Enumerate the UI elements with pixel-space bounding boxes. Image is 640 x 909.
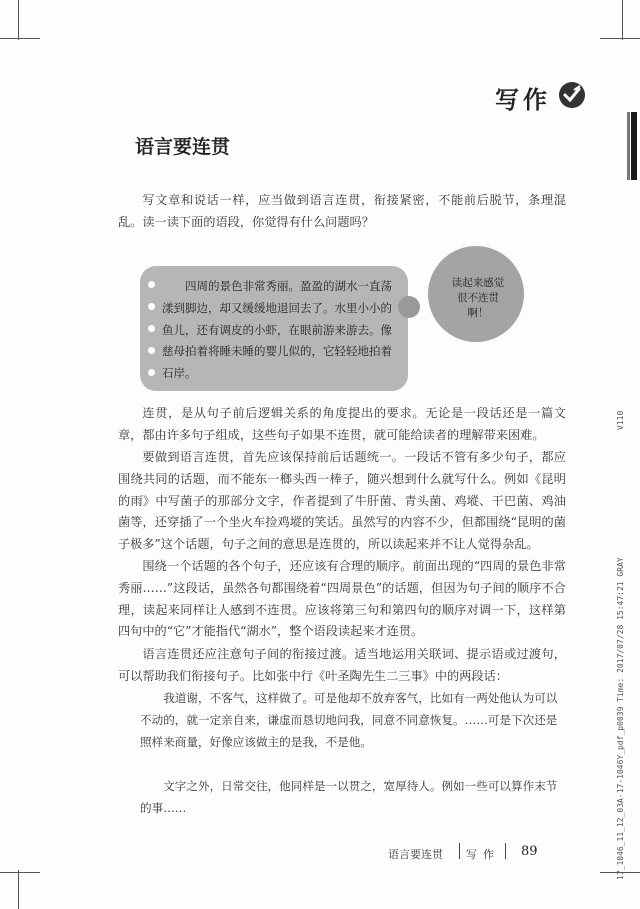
color-bar (631, 112, 637, 180)
print-code-bottom: 17_1046_11_12_03A-17-1046Y_pdf_p0039 Time: 2017/07/28 15:47:21 GRAY (616, 557, 625, 880)
crop-mark (600, 38, 640, 39)
thought-bubble-dot (398, 296, 420, 318)
crop-mark (18, 0, 19, 40)
quote-2: 文字之外，日常交往，他同样是一以贯之，宽厚待人。例如一些可以算作末节的事…… (140, 779, 558, 815)
footer-chapter: 语言要连贯 (388, 848, 443, 861)
paragraph-3: 围绕一个话题的各个句子，还应该有合理的顺序。前面出现的“四周的景色非常秀丽……”这段话，虽然各句都围绕着“四周景色”的话题，但因为句子间的顺序不合理，读起来同样让人感到不连贯。应该将第三句和第四句的顺序对调一下，这样第四句中的“它”才能指代“湖水”，整个语段读起来才连贯。 (118, 559, 566, 639)
pen-check-icon (557, 80, 587, 110)
paragraph-1: 连贯，是从句子前后逻辑关系的角度提出的要求。无论是一段话还是一篇文章，都由许多句子组成，这些句子如果不连贯，就可能给读者的理解带来困难。 (118, 406, 566, 442)
excerpt-box (140, 266, 408, 391)
print-code-top: V110 (616, 410, 625, 430)
quote-1: 我道谢，不客气，这样做了。可是他却不放弃客气，比如有一两处他认为可以不动的，就一定亲自来，谦虚而恳切地问我，同意不同意恢复。……可是下次还是照样来商量，好像应该做主的是我，不是他。 (140, 691, 558, 749)
footer-divider (459, 843, 460, 859)
footer-section: 写作 (466, 848, 500, 861)
excerpt-text: 四周的景色非常秀丽。盈盈的湖水一直荡漾到脚边，却又缓缓地退回去了。水里小小的鱼儿，还有调皮的小虾，在眼前游来游去。像慈母拍着将睡未睡的婴儿似的，它轻轻地拍着石岸。 (162, 279, 392, 381)
crop-mark (622, 0, 623, 40)
page-title: 语言要连贯 (135, 136, 231, 158)
excerpt-bullets (148, 281, 155, 391)
footer-divider (505, 843, 506, 859)
section-label: 写作 (495, 85, 551, 114)
paragraph-2: 要做到语言连贯，首先应该保持前后话题统一。一段话不管有多少句子，都应围绕共同的话题，而不能东一榔头西一棒子，随兴想到什么就写什么。例如《昆明的雨》中写菌子的那部分文字，作者提到了牛肝菌、青头菌、鸡㙡、干巴菌、鸡油菌等，还穿插了一个坐火车捡鸡㙡的笑话。虽然写的内容不少，但都围绕“昆明的菌子极多”这个话题，句子之间的意思是连贯的，所以读起来并不让人觉得杂乱。 (118, 450, 566, 552)
intro-paragraph: 写文章和说话一样，应当做到语言连贯，衔接紧密，不能前后脱节，条理混乱。读一读下面的语段，你觉得有什么问题吗？ (118, 193, 566, 229)
color-bar (627, 112, 630, 180)
crop-mark (18, 870, 19, 909)
thought-bubble-text: 读起来感觉很不连贯啊！ (451, 277, 505, 319)
page-number: 89 (521, 844, 538, 859)
paragraph-4: 语言连贯还应注意句子间的衔接过渡。适当地运用关联词、提示语或过渡句，可以帮助我们衔接句子。比如张中行《叶圣陶先生二三事》中的两段话： (118, 647, 566, 683)
crop-mark (0, 872, 40, 873)
crop-mark (0, 38, 40, 39)
